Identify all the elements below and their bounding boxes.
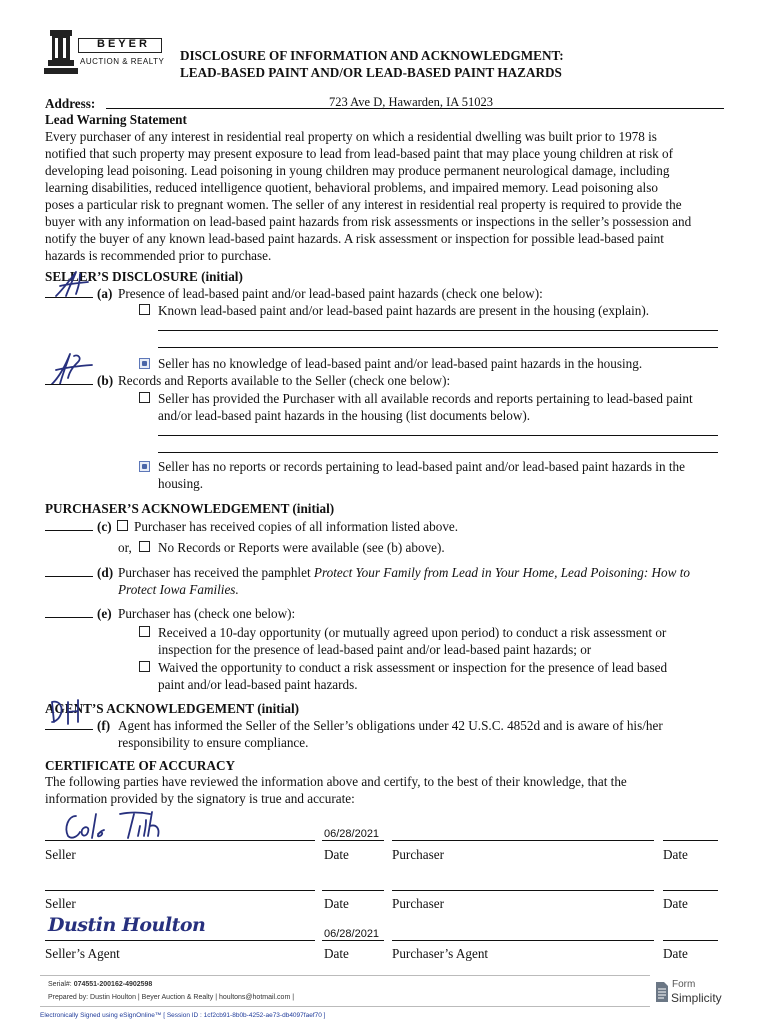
lead-warning-line: learning disabilities, reduced intelligence quotient, behavioral problems, and impaired memory. Lead poisoning also	[45, 180, 658, 195]
seller-agent-date-caption: Date	[324, 946, 349, 961]
documents-line[interactable]	[158, 452, 718, 453]
seller-agent-caption: Seller’s Agent	[45, 946, 120, 961]
certificate-text-1: The following parties have reviewed the information above and certify, to the best of their knowledge, that the	[45, 774, 627, 789]
purchaser-agent-date-line[interactable]	[663, 940, 718, 941]
logo-brand-box	[78, 38, 162, 53]
seller-b-text: Records and Reports available to the Seller (check one below):	[118, 373, 451, 388]
footer-divider	[40, 975, 650, 976]
seller-a-no-knowledge-label: Seller has no knowledge of lead-based paint and/or lead-based paint hazards in the housing.	[158, 356, 643, 371]
purchaser-caption: Purchaser	[392, 847, 444, 862]
certificate-text-2: information provided by the signatory is true and accurate:	[45, 791, 355, 806]
seller-date-caption: Date	[324, 847, 349, 862]
lead-warning-line: notified that such property may present exposure to lead from lead-based paint that may place young children at risk of	[45, 146, 674, 161]
lead-warning-heading: Lead Warning Statement	[45, 112, 187, 127]
purchaser2-date-caption: Date	[663, 896, 688, 911]
purchaser-d-lead: Purchaser has received the pamphlet	[118, 565, 311, 580]
prepared-by	[48, 994, 294, 1001]
explain-line[interactable]	[158, 347, 718, 348]
purchaser-initial-c-line[interactable]	[45, 530, 93, 531]
company-logo	[40, 28, 165, 78]
seller-agent-signature: Dustin Houlton	[48, 914, 206, 936]
seller2-date-caption: Date	[324, 896, 349, 911]
certificate-heading: CERTIFICATE OF ACCURACY	[45, 758, 236, 773]
form-label: Form	[672, 979, 696, 990]
purchaser-c-no-records-label: No Records or Reports were available (see (b) above).	[158, 540, 445, 555]
seller-signature-line[interactable]	[45, 840, 315, 841]
seller-a-text: Presence of lead-based paint and/or lead-based paint hazards (check one below):	[118, 286, 543, 301]
seller-b-provided-label-1: Seller has provided the Purchaser with all available records and reports pertaining to lead-based paint	[158, 391, 693, 406]
seller2-signature-line[interactable]	[45, 890, 315, 891]
agent-f-label: (f)	[97, 718, 111, 733]
lead-warning-line: hazards is recommended prior to purchase.	[45, 248, 272, 263]
purchaser-date-line[interactable]	[663, 840, 718, 841]
purchaser-agent-signature-line[interactable]	[392, 940, 654, 941]
purchaser-e-text: Purchaser has (check one below):	[118, 606, 296, 621]
lead-warning-line: buyer with any information on lead-based paint hazards from risk assessments or inspections in the seller’s possession and	[45, 214, 692, 229]
document-icon	[655, 981, 669, 1003]
logo-sub-text: AUCTION & REALTY	[80, 57, 165, 66]
purchaser-agent-date-caption: Date	[663, 946, 688, 961]
seller-agent-date-value[interactable]: 06/28/2021	[324, 928, 380, 940]
purchaser-e-waived-label-2: paint and/or lead-based paint hazards.	[158, 677, 358, 692]
seller-initial-b-line[interactable]	[45, 384, 93, 385]
purchaser-c-received-label: Purchaser has received copies of all information listed above.	[134, 519, 459, 534]
purchaser-e-waived-label-1: Waived the opportunity to conduct a risk assessment or inspection for the presence of lead based	[158, 660, 668, 675]
agent-ack-heading: AGENT’S ACKNOWLEDGEMENT (initial)	[45, 701, 300, 716]
page-title-line2: LEAD-BASED PAINT AND/OR LEAD-BASED PAINT HAZARDS	[180, 65, 562, 80]
seller-initials-b	[48, 350, 98, 388]
seller-b-provided-checkbox[interactable]	[139, 392, 150, 403]
page-title-line1: DISCLOSURE OF INFORMATION AND ACKNOWLEDGMENT:	[180, 48, 564, 63]
purchaser-agent-caption: Purchaser’s Agent	[392, 946, 489, 961]
seller-a-no-knowledge-checkbox[interactable]	[139, 358, 150, 369]
purchaser-e-received-label-1: Received a 10-day opportunity (or mutually agreed upon period) to conduct a risk assessment or	[158, 625, 667, 640]
lead-warning-text	[45, 128, 691, 264]
seller-initials-a	[50, 268, 95, 300]
purchaser-ack-heading: PURCHASER’S ACKNOWLEDGEMENT (initial)	[45, 501, 335, 516]
seller-agent-date-line[interactable]	[322, 940, 384, 941]
form-simplicity-logo	[655, 978, 735, 1008]
documents-line[interactable]	[158, 435, 718, 436]
purchaser-initial-e-line[interactable]	[45, 617, 93, 618]
serial-label: Serial#:	[48, 981, 72, 988]
agent-initials	[46, 694, 86, 728]
gavel-icon	[42, 28, 82, 76]
seller-b-provided-label-2: and/or lead-based paint hazards in the housing (list documents below).	[158, 408, 531, 423]
purchaser-date-caption: Date	[663, 847, 688, 862]
lead-warning-line: notify the buyer of any known lead-based paint hazards. A risk assessment or inspection for possible lead-based paint	[45, 231, 664, 246]
purchaser2-caption: Purchaser	[392, 896, 444, 911]
purchaser-c-label: (c)	[97, 519, 112, 534]
lead-warning-line: poses a particular risk to pregnant women. The seller of any interest in residential real property is required to provide the	[45, 197, 682, 212]
seller-a-known-label: Known lead-based paint and/or lead-based paint hazards are present in the housing (explain).	[158, 303, 650, 318]
purchaser-c-received-checkbox[interactable]	[117, 520, 128, 531]
purchaser-d-text	[118, 564, 690, 581]
simplicity-label: Simplicity	[671, 991, 722, 1005]
seller-b-no-reports-checkbox[interactable]	[139, 461, 150, 472]
seller-caption: Seller	[45, 847, 76, 862]
address-label: Address:	[45, 96, 96, 111]
seller-agent-signature-line[interactable]	[45, 940, 315, 941]
seller2-date-line[interactable]	[322, 890, 384, 891]
prepared-value: Dustin Houlton | Beyer Auction & Realty | houltons@hotmail.com |	[90, 994, 295, 1001]
agent-f-text-1: Agent has informed the Seller of the Seller’s obligations under 42 U.S.C. 4852d and is aware of his/her	[118, 718, 663, 733]
seller-b-no-reports-label-1: Seller has no reports or records pertaining to lead-based paint and/or lead-based paint hazards in the	[158, 459, 685, 474]
purchaser-e-label: (e)	[97, 606, 112, 621]
purchaser-signature-line[interactable]	[392, 840, 654, 841]
purchaser2-date-line[interactable]	[663, 890, 718, 891]
serial-number	[48, 981, 152, 988]
purchaser2-signature-line[interactable]	[392, 890, 654, 891]
agent-f-text-2: responsibility to ensure compliance.	[118, 735, 309, 750]
pamphlet-title-2: Protect Iowa Families.	[118, 582, 239, 597]
purchaser-d-label: (d)	[97, 565, 114, 580]
agent-initial-f-line[interactable]	[45, 729, 93, 730]
pamphlet-title-1: Protect Your Family from Lead in Your Home, Lead Poisoning: How to	[313, 565, 691, 580]
seller-date-value[interactable]: 06/28/2021	[324, 828, 380, 840]
seller-date-line[interactable]	[322, 840, 384, 841]
purchaser-c-or: or,	[118, 540, 132, 555]
prepared-label: Prepared by:	[48, 994, 89, 1001]
logo-brand-text: BEYER	[97, 38, 150, 50]
seller-disclosure-heading: SELLER’S DISCLOSURE (initial)	[45, 269, 243, 284]
purchaser-e-waived-checkbox[interactable]	[139, 661, 150, 672]
address-value[interactable]: 723 Ave D, Hawarden, IA 51023	[329, 95, 493, 109]
explain-line[interactable]	[158, 330, 718, 331]
seller-b-label: (b)	[97, 373, 114, 388]
footer-divider-2	[40, 1006, 650, 1007]
purchaser-initial-d-line[interactable]	[45, 576, 93, 577]
seller2-caption: Seller	[45, 896, 76, 911]
seller-b-no-reports-label-2: housing.	[158, 476, 204, 491]
esign-notice: Electronically Signed using eSignOnline™ [ Session ID : 1cf2cb91-8b0b-4252-ae73-db4097faef70 ]	[40, 1012, 326, 1019]
lead-warning-line: developing lead poisoning. Lead poisoning in young children may produce permanent neurological damage, including	[45, 163, 670, 178]
seller-a-label: (a)	[97, 286, 113, 301]
lead-warning-line: Every purchaser of any interest in residential real property on which a residential dwelling was built prior to 1978 is	[45, 129, 657, 144]
serial-value: 074551-200162-4902598	[73, 981, 153, 988]
purchaser-c-no-records-checkbox[interactable]	[139, 541, 150, 552]
seller-a-known-checkbox[interactable]	[139, 304, 150, 315]
purchaser-e-received-label-2: inspection for the presence of lead-based paint and/or lead-based paint hazards; or	[158, 642, 592, 657]
purchaser-e-received-checkbox[interactable]	[139, 626, 150, 637]
